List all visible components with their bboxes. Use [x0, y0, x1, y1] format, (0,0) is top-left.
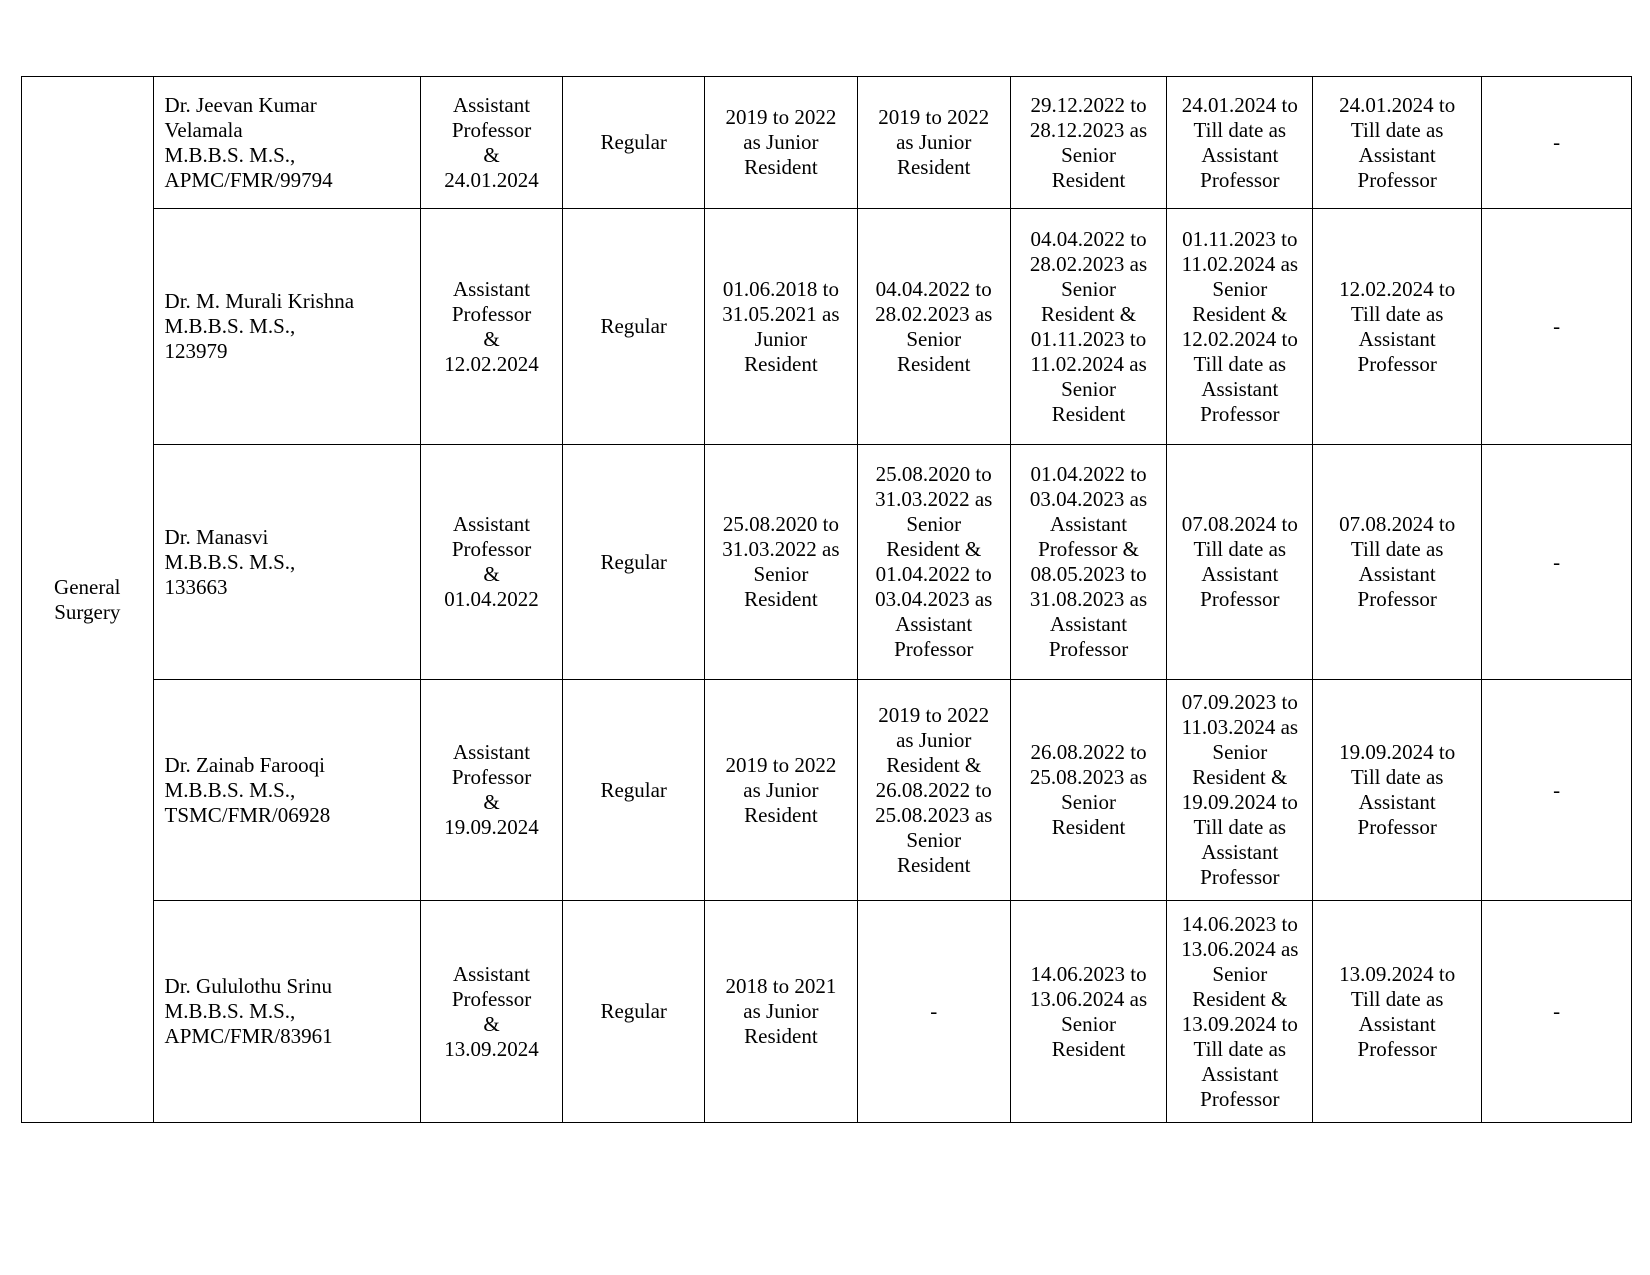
experience-line: as Junior — [743, 777, 819, 802]
faculty-name-cell — [153, 680, 420, 901]
designation-cell — [420, 901, 563, 1123]
experience-cell-1 — [705, 445, 858, 680]
experience-line: 01.04.2022 to — [1030, 462, 1147, 486]
experience-cell-2 — [857, 209, 1010, 445]
experience-line: 03.04.2023 as — [1029, 487, 1148, 511]
experience-line: Resident — [1051, 401, 1126, 426]
experience-cell-5 — [1313, 901, 1482, 1123]
experience-line: Senior — [1212, 740, 1268, 764]
experience-line: Assistant — [1358, 142, 1436, 167]
experience-line: Assistant — [1358, 1011, 1436, 1036]
faculty-name-cell — [153, 77, 420, 209]
experience-line: 2019 to 2022 — [878, 105, 990, 129]
remark-cell: - — [1482, 680, 1632, 901]
experience-cell-4 — [1167, 209, 1313, 445]
experience-line: Assistant — [1358, 326, 1436, 351]
remark-cell: - — [1482, 209, 1632, 445]
experience-line: 07.08.2024 to — [1339, 512, 1456, 536]
designation-line: Professor — [451, 986, 532, 1011]
designation-line: Professor — [451, 301, 532, 326]
experience-line: 12.02.2024 to — [1339, 276, 1456, 301]
faculty-name-cell — [153, 901, 420, 1123]
experience-line: Senior — [1061, 276, 1116, 301]
experience-line: Assistant — [1358, 790, 1436, 814]
experience-line: Till date as — [1193, 351, 1287, 376]
experience-line: 31.05.2021 as — [722, 301, 840, 326]
experience-line: Till date as — [1193, 815, 1287, 839]
experience-line: as Junior — [743, 999, 819, 1023]
experience-line: Resident — [744, 1024, 818, 1048]
experience-line: Resident & — [1041, 301, 1137, 326]
experience-line: 04.04.2022 to — [1030, 226, 1147, 251]
experience-line: Till date as — [1193, 117, 1287, 142]
experience-line: Till date as — [1350, 117, 1444, 142]
experience-line: Assistant — [1358, 562, 1436, 586]
experience-line: Assistant — [1050, 612, 1128, 636]
designation-cell — [420, 77, 563, 209]
experience-line: Assistant — [1201, 562, 1279, 586]
designation-date: 01.04.2022 — [444, 587, 539, 611]
experience-line: 11.02.2024 as — [1030, 351, 1147, 376]
designation-line: & — [483, 790, 500, 814]
experience-line: 08.05.2023 to — [1030, 562, 1147, 586]
registration-number: APMC/FMR/83961 — [164, 1024, 333, 1048]
experience-line: 19.09.2024 to — [1339, 740, 1456, 764]
experience-line: 07.09.2023 to — [1181, 690, 1298, 714]
experience-line: Resident & — [886, 752, 982, 777]
experience-line: Professor — [1357, 1036, 1437, 1061]
table-row — [22, 209, 1632, 445]
experience-line: Resident — [1051, 815, 1126, 839]
experience-line: Senior — [1061, 1011, 1116, 1036]
nature-cell: Regular — [563, 680, 705, 901]
experience-line: 01.11.2023 to — [1030, 326, 1147, 351]
designation-date: 13.09.2024 — [444, 1036, 539, 1061]
experience-line: 28.02.2023 as — [1029, 251, 1148, 276]
experience-cell-4 — [1167, 445, 1313, 680]
experience-line: Professor — [1048, 637, 1129, 661]
experience-line: 03.04.2023 as — [875, 587, 993, 611]
experience-line: Resident — [1051, 1036, 1126, 1061]
experience-line: Senior — [1212, 961, 1268, 986]
experience-line: 07.08.2024 to — [1181, 512, 1298, 536]
experience-line: Assistant — [1201, 376, 1279, 401]
experience-line: Till date as — [1193, 537, 1287, 561]
experience-line: 2019 to 2022 — [878, 702, 990, 727]
experience-line: Senior — [1061, 790, 1116, 814]
experience-line: 12.02.2024 to — [1181, 326, 1298, 351]
experience-cell-3 — [1010, 209, 1167, 445]
nature-cell: Regular — [563, 901, 705, 1123]
experience-line: Resident — [744, 587, 818, 611]
experience-line: 2019 to 2022 — [725, 105, 837, 129]
experience-line: Resident — [896, 351, 971, 376]
designation-line: Assistant — [453, 740, 531, 764]
experience-line: Resident — [744, 802, 818, 827]
experience-line: Resident — [896, 155, 971, 179]
name-line: Dr. Gululothu Srinu — [164, 974, 332, 998]
experience-line: Professor — [1200, 1086, 1280, 1111]
experience-line: 26.08.2022 to — [1030, 740, 1147, 764]
experience-line: Professor — [1357, 351, 1437, 376]
qualification-line: M.B.B.S. M.S., — [164, 549, 296, 574]
experience-line: 13.09.2024 to — [1181, 1011, 1298, 1036]
designation-line: Assistant — [453, 92, 531, 117]
experience-line: Resident & — [1192, 765, 1288, 789]
experience-line: 25.08.2023 as — [1029, 765, 1148, 789]
experience-line: 31.03.2022 as — [875, 487, 993, 511]
experience-line: Till date as — [1350, 537, 1444, 561]
experience-line: Assistant — [1201, 1061, 1279, 1086]
experience-line: Senior — [1061, 376, 1116, 401]
experience-line: as Junior — [896, 130, 972, 154]
experience-line: Professor — [1357, 167, 1437, 192]
experience-line: Assistant — [895, 612, 973, 636]
registration-number: APMC/FMR/99794 — [164, 167, 333, 192]
experience-line: 2018 to 2021 — [725, 974, 837, 998]
experience-cell-4 — [1167, 77, 1313, 209]
department-cell — [22, 77, 154, 1123]
experience-cell-1 — [705, 77, 858, 209]
designation-line: & — [483, 562, 500, 586]
experience-line: Professor — [1200, 167, 1280, 192]
experience-line: Resident — [896, 852, 971, 877]
experience-line: Assistant — [1050, 512, 1128, 536]
designation-line: Assistant — [453, 961, 531, 986]
experience-line: 26.08.2022 to — [875, 777, 992, 802]
table-row — [22, 680, 1632, 901]
nature-cell: Regular — [563, 77, 705, 209]
registration-number: TSMC/FMR/06928 — [164, 802, 331, 827]
faculty-name-cell — [153, 445, 420, 680]
table-row — [22, 901, 1632, 1123]
designation-date: 19.09.2024 — [444, 815, 539, 839]
experience-line: 31.08.2023 as — [1029, 587, 1148, 611]
experience-line: Professor & — [1038, 537, 1139, 561]
designation-line: Assistant — [453, 276, 531, 301]
experience-cell-1 — [705, 209, 858, 445]
experience-line: 31.03.2022 as — [722, 537, 840, 561]
experience-line: 01.11.2023 to — [1182, 226, 1298, 251]
designation-line: Professor — [451, 117, 532, 142]
experience-line: Resident & — [1192, 301, 1288, 326]
experience-cell-1 — [705, 680, 858, 901]
experience-line: Professor — [894, 637, 974, 661]
experience-line: 01.04.2022 to — [875, 562, 992, 586]
designation-line: & — [483, 142, 500, 167]
experience-cell-3 — [1010, 77, 1167, 209]
name-line: Dr. Manasvi — [164, 524, 269, 549]
experience-line: Professor — [1200, 587, 1280, 611]
registration-number: 123979 — [164, 339, 228, 363]
experience-line: as Junior — [743, 130, 819, 154]
experience-line: Professor — [1357, 587, 1437, 611]
experience-cell-5 — [1313, 680, 1482, 901]
experience-line: Till date as — [1350, 986, 1444, 1011]
experience-line: Senior — [753, 562, 809, 586]
department-line: General — [54, 574, 121, 599]
qualification-line: M.B.B.S. M.S., — [164, 999, 296, 1023]
experience-cell-2 — [857, 901, 1010, 1123]
experience-line: 13.09.2024 to — [1339, 961, 1456, 986]
name-line: Velamala — [164, 117, 243, 142]
nature-cell: Regular — [563, 445, 705, 680]
experience-line: Assistant — [1201, 840, 1279, 864]
name-line: Dr. Zainab Farooqi — [164, 752, 325, 777]
experience-line: Resident — [744, 155, 818, 179]
experience-line: 25.08.2020 to — [722, 512, 839, 536]
experience-line: Resident — [1051, 167, 1126, 192]
experience-line: 04.04.2022 to — [875, 276, 992, 301]
experience-line: Assistant — [1201, 142, 1279, 167]
remark-cell: - — [1482, 445, 1632, 680]
experience-line: Senior — [906, 512, 962, 536]
experience-line: Resident & — [1192, 986, 1288, 1011]
designation-cell — [420, 680, 563, 901]
registration-number: 133663 — [164, 574, 228, 599]
faculty-table — [21, 76, 1632, 1123]
experience-line: - — [930, 999, 938, 1023]
experience-cell-5 — [1313, 209, 1482, 445]
experience-line: 29.12.2022 to — [1030, 92, 1147, 117]
designation-cell — [420, 209, 563, 445]
designation-date: 12.02.2024 — [444, 351, 539, 376]
experience-line: 28.02.2023 as — [875, 301, 993, 326]
experience-line: 14.06.2023 to — [1181, 911, 1298, 936]
table-row — [22, 77, 1632, 209]
qualification-line: M.B.B.S. M.S., — [164, 314, 296, 338]
experience-line: 19.09.2024 to — [1181, 790, 1298, 814]
faculty-name-cell — [153, 209, 420, 445]
experience-line: 14.06.2023 to — [1030, 961, 1147, 986]
experience-line: Resident & — [886, 537, 982, 561]
experience-line: 25.08.2023 as — [875, 802, 993, 827]
name-line: Dr. Jeevan Kumar — [164, 92, 317, 117]
experience-cell-3 — [1010, 680, 1167, 901]
experience-cell-3 — [1010, 445, 1167, 680]
designation-line: Professor — [451, 537, 532, 561]
experience-line: Till date as — [1350, 301, 1444, 326]
experience-line: Till date as — [1193, 1036, 1287, 1061]
designation-line: & — [483, 1011, 500, 1036]
designation-date: 24.01.2024 — [444, 167, 539, 192]
qualification-line: M.B.B.S. M.S., — [164, 777, 296, 802]
experience-line: Till date as — [1350, 765, 1444, 789]
experience-cell-2 — [857, 445, 1010, 680]
remark-cell: - — [1482, 77, 1632, 209]
experience-line: 24.01.2024 to — [1339, 92, 1456, 117]
experience-line: 13.06.2024 as — [1029, 986, 1148, 1011]
experience-line: Senior — [1061, 142, 1116, 167]
experience-cell-3 — [1010, 901, 1167, 1123]
experience-line: 11.02.2024 as — [1181, 251, 1299, 276]
name-line: Dr. M. Murali Krishna — [164, 289, 355, 313]
experience-cell-5 — [1313, 445, 1482, 680]
qualification-line: M.B.B.S. M.S., — [164, 142, 296, 167]
experience-cell-2 — [857, 680, 1010, 901]
remark-cell: - — [1482, 901, 1632, 1123]
experience-line: 13.06.2024 as — [1181, 936, 1299, 961]
experience-line: Professor — [1200, 401, 1280, 426]
experience-line: 28.12.2023 as — [1029, 117, 1148, 142]
experience-cell-4 — [1167, 680, 1313, 901]
experience-line: 01.06.2018 to — [722, 276, 839, 301]
experience-line: as Junior — [896, 727, 972, 752]
designation-line: Professor — [451, 765, 532, 789]
experience-line: 25.08.2020 to — [875, 462, 992, 486]
experience-line: Senior — [906, 827, 962, 852]
experience-line: Professor — [1200, 865, 1280, 889]
experience-line: Senior — [1212, 276, 1268, 301]
experience-line: 11.03.2024 as — [1181, 715, 1299, 739]
experience-cell-2 — [857, 77, 1010, 209]
table-row — [22, 445, 1632, 680]
designation-line: Assistant — [453, 512, 531, 536]
experience-line: 2019 to 2022 — [725, 752, 837, 777]
designation-cell — [420, 445, 563, 680]
designation-line: & — [483, 326, 500, 351]
experience-line: Senior — [906, 326, 962, 351]
experience-cell-1 — [705, 901, 858, 1123]
department-line: Surgery — [54, 599, 121, 624]
experience-cell-5 — [1313, 77, 1482, 209]
experience-line: Resident — [744, 351, 818, 376]
experience-line: 24.01.2024 to — [1181, 92, 1298, 117]
nature-cell: Regular — [563, 209, 705, 445]
experience-line: Junior — [754, 326, 808, 351]
experience-cell-4 — [1167, 901, 1313, 1123]
experience-line: Professor — [1357, 815, 1437, 839]
